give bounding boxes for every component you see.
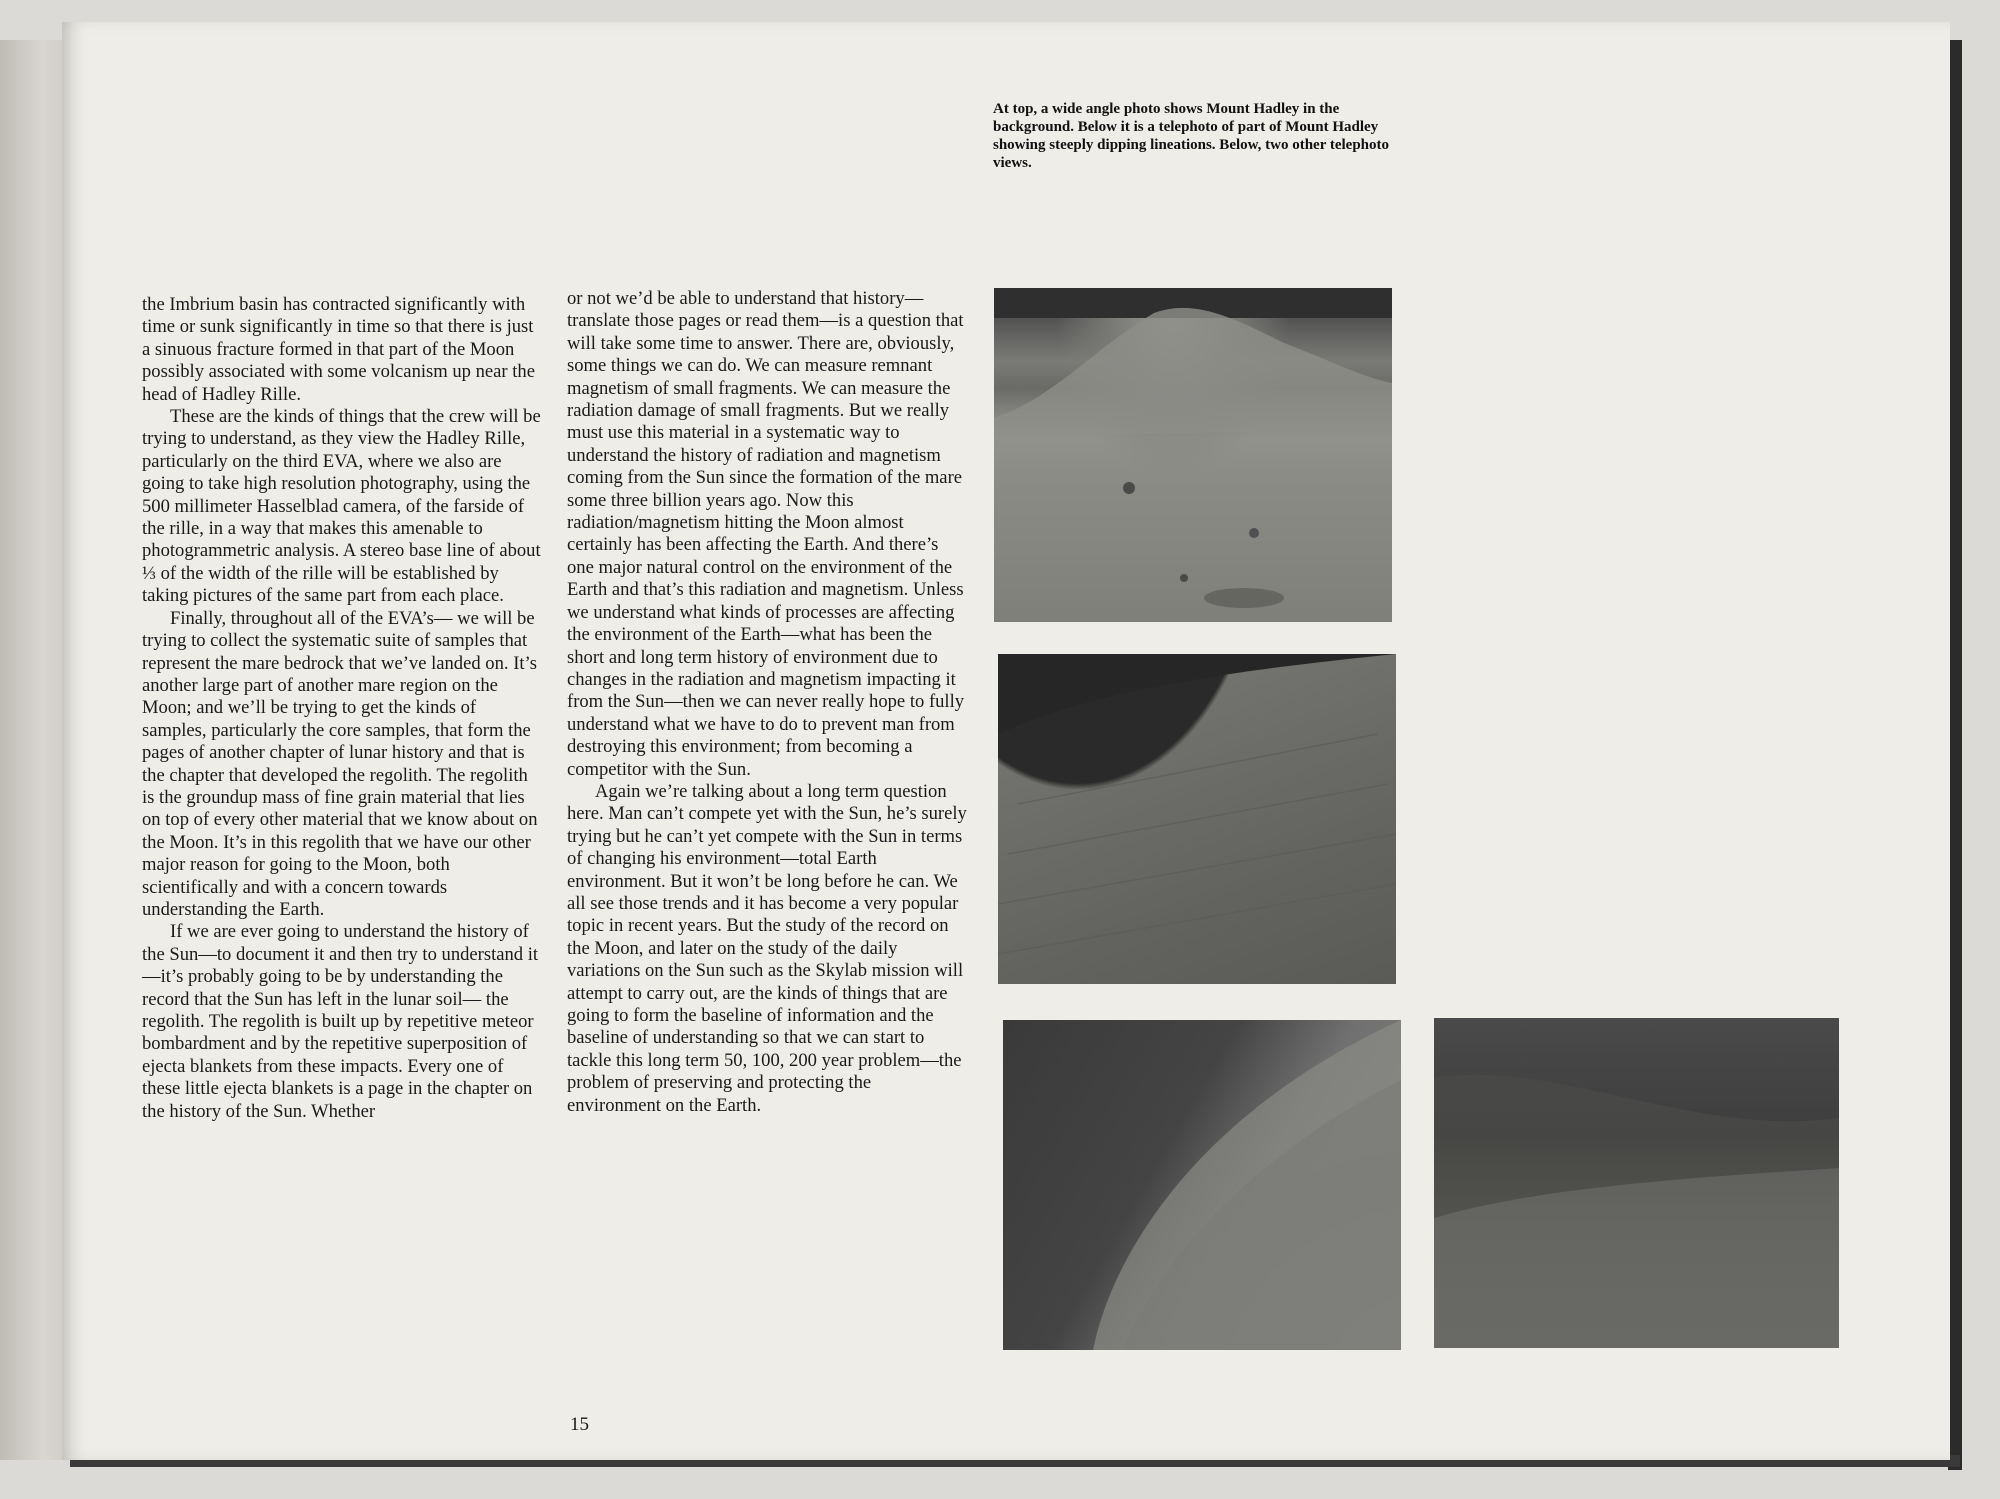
photo-telephoto-view-right	[1434, 1018, 1839, 1348]
paragraph: Again we’re talking about a long term question here. Man can’t compete yet with the Sun, he’s surely trying but he can’t yet compete with the Sun in terms of changing his environment—total Earth environment. But it won’t be long before he can. We all see those trends and it has become a very popular topic in recent years. But the study of the record on the Moon, and later on the study of the daily variations on the Sun such as the Skylab mission will attempt to carry out, are the kinds of things that are going to form the baseline of information and the baseline of understanding so that we can start to tackle this long term 50, 100, 200 year problem—the problem of preserving and protecting the environment on the Earth.	[567, 780, 967, 1116]
paragraph: Finally, throughout all of the EVA’s— we will be trying to collect the systematic suite of samples that represent the mare bedrock that we’ve landed on. It’s another large part of another mare region on the Moon; and we’ll be trying to get the kinds of samples, particularly the core samples, that form the pages of another chapter of lunar history and that is the chapter that developed the regolith. The regolith is the groundup mass of fine grain material that lies on top of every other material that we know about on the Moon. It’s in this regolith that we have our other major reason for going to the Moon, both scientifically and with a concern towards understanding the Earth.	[142, 607, 538, 920]
book-spine-edge	[0, 40, 70, 1460]
book-cover-edge	[1948, 40, 1962, 1470]
photo-mount-hadley-wide-angle	[994, 288, 1392, 622]
text-column-middle	[567, 288, 967, 1117]
paragraph: These are the kinds of things that the crew will be trying to understand, as they view the Hadley Rille, particularly on the third EVA, where we also are going to take high resolution photography, using the 500 millimeter Hasselblad camera, of the farside of the rille, in a way that makes this amenable to photogrammetric analysis. A stereo base line of about ⅓ of the width of the rille will be established by taking pictures of the same part from each place.	[142, 406, 541, 607]
photo-telephoto-view-left	[1003, 1020, 1401, 1350]
paragraph: or not we’d be able to understand that history—translate those pages or read them—is a question that will take some time to answer. There are, obviously, some things we can do. We can measure remnant magnetism of small fragments. We can measure the radiation damage of small fragments. But we really must use this material in a systematic way to understand the history of radiation and magnetism coming from the Sun since the formation of the mare some three billion years ago. Now this radiation/magnetism hitting the Moon almost certainly has been affecting the Earth. And there’s one major natural control on the environment of the Earth and that’s this radiation and magnetism. Unless we understand what kinds of processes are affecting the environment of the Earth—what has been the short and long term history of environment due to changes in the radiation and magnetism impacting it from the Sun—then we can never really hope to fully understand what we have to do to prevent man from destroying this environment; from becoming a competitor with the Sun.	[567, 288, 965, 780]
paragraph: If we are ever going to understand the history of the Sun—to document it and then try to understand it—it’s probably going to be by understanding the record that the Sun has left in the lunar soil— the regolith. The regolith is built up by repetitive meteor bombardment and by the repetitive superposition of ejecta blankets from these impacts. Every one of these little ejecta blankets is a page in the chapter on the history of the Sun. Whether	[142, 921, 539, 1122]
text-column-left	[142, 294, 542, 1123]
page-number: 15	[570, 1414, 589, 1435]
photo-mount-hadley-telephoto	[998, 654, 1396, 984]
photo-caption: At top, a wide angle photo shows Mount Hadley in the background. Below it is a telephoto of part of Mount Hadley showing steeply dipping lineations. Below, two other telephoto views.	[993, 101, 1390, 171]
paragraph: the Imbrium basin has contracted significantly with time or sunk significantly in time so that there is just a sinuous fracture formed in that part of the Moon possibly associated with some volcanism up near the head of Hadley Rille.	[142, 294, 535, 405]
